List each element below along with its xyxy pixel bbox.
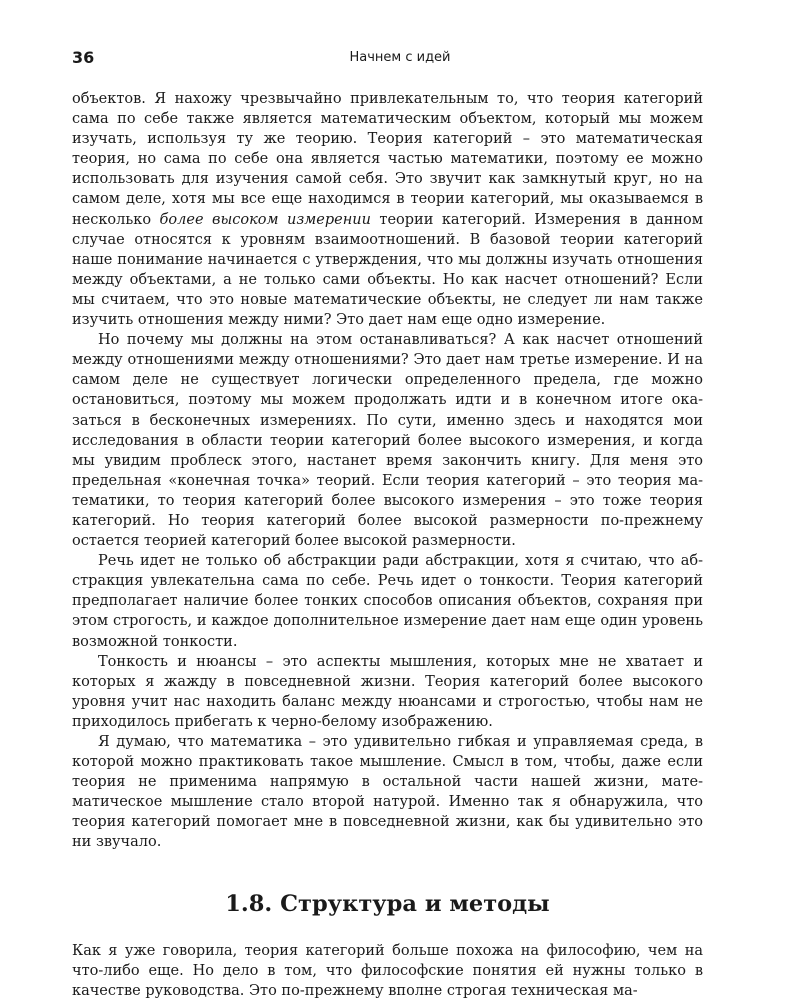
paragraph-3: Речь идет не только об абстракции ради абстракции, хотя я считаю, что абстракция увлекательна сама по себе. Речь идет о тонкости. Теория категорий предполагает наличие более тонких способов описания объектов, сохраняя при этом строгость, и каждое дополнительное измерение дает нам еще один уровень возможной тонкости. [72,553,703,650]
page-header [72,48,728,72]
paragraph-1-after: теории категорий. Измерения в данном случае относятся к уровням взаимоотношений. В базовой теории категорий наше понимание начинается с утверждения, что мы должны изучать отношения между объектами, а не только сами объекты. Но как насчет отношений? Если мы считаем, что это новые математические объекты, не следует ли нам также изучить отношения между ними? Это дает нам еще одно измерение. [72,211,703,329]
paragraph-5: Я думаю, что математика – это удивительно гибкая и управляемая среда, в которой можно практиковать такое мышление. Смысл в том, чтобы, даже если теория не применима напрямую в остальной части нашей жизни, математическое мышление стало второй натурой. Именно так я обнаружила, что теория категорий помогает мне в повседневной жизни, как бы удивительно это ни звучало. [72,734,703,851]
paragraph-4: Тонкость и нюансы – это аспекты мышления, которых мне не хватает и которых я жажду в повседневной жизни. Теория категорий более высокого уровня учит нас находить баланс между нюансами и строгостью, чтобы нам не приходилось прибегать к черно-белому изображению. [72,653,703,730]
paragraph-1 [72,89,703,330]
emphasis-higher-dimension: более высоком измерении [159,211,371,228]
paragraph-1-before: объектов. Я нахожу чрезвычайно привлекательным то, что теория категорий сама по себе также является математическим объектом, который мы можем изучать, используя ту же теорию. Теория категорий – это математическая теория, но сама по себе она является частью математики, поэтому ее можно использовать для изучения самой себя. Это звучит как замкнутый круг, но на самом деле, хотя мы все еще находимся в теории категорий, мы оказываемся в несколько [72,91,703,228]
section-paragraph: Как я уже говорила, теория категорий больше похожа на философию, чем на что-либо еще. Но дело в том, что философские понятия ей нужны только в качестве руководства. Это по-прежнему вполне строгая техническая ма- [72,942,703,999]
section-heading: 1.8. Структура и методы [225,890,550,917]
page-number: 36 [72,48,95,67]
paragraph-2: Но почему мы должны на этом останавливаться? А как насчет отношений между отношениями между отношениями? Это дает нам третье измерение. И на самом деле не существует логически определенного предела, где можно остановиться, поэтому мы можем продолжать идти и в конечном итоге оказаться в бесконечных измерениях. По сути, именно здесь и находятся мои исследования в области теории категорий более высокого измерения, и когда мы увидим проблеск этого, настанет время закончить книгу. Для меня это предельная «конечная точка» теорий. Если теория категорий – это теория математики, то теория категорий более высокого измерения – это тоже теория категорий. Но теория категорий более высокой размерности по-прежнему остается теорией категорий более высокой размерности. [72,332,703,550]
running-title: Начнем с идей [349,50,451,65]
body-text [72,89,703,1001]
